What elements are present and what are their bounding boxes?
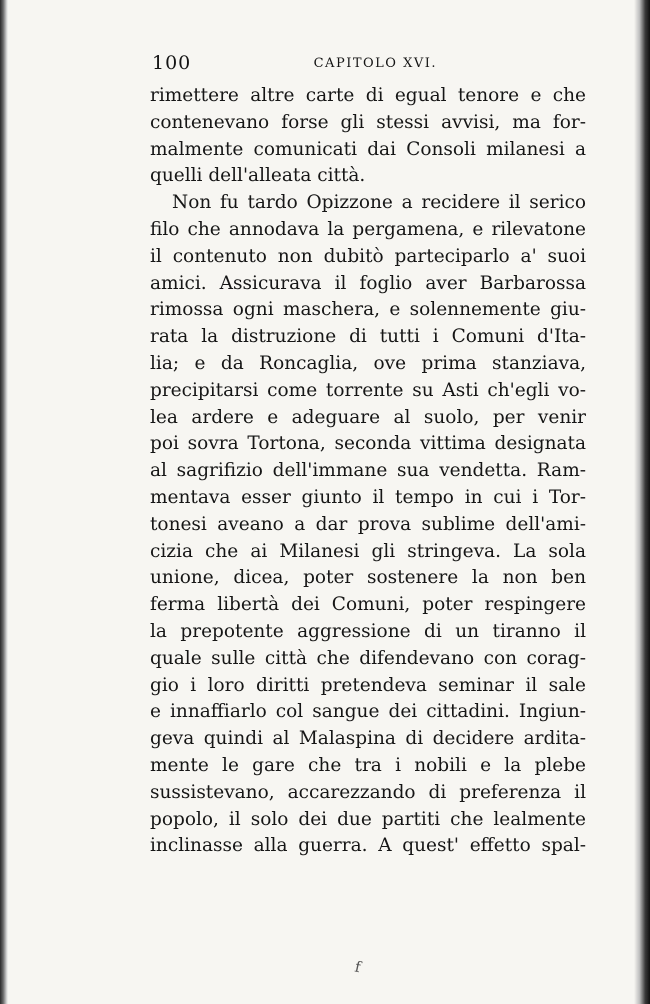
text-line: mentava esser giunto il tempo in cui i Tor- <box>150 486 586 508</box>
text-line: poi sovra Tortona, seconda vittima designata <box>150 433 586 455</box>
page-edge-left <box>0 0 8 1004</box>
text-line: Non fu tardo Opizzone a recidere il serico <box>172 192 586 214</box>
text-line: popolo, il solo dei due partiti che lealmente <box>150 808 586 830</box>
text-line: ferma libertà dei Comuni, poter respingere <box>150 594 586 616</box>
text-line: il contenuto non dubitò parteciparlo a' suoi <box>150 245 586 267</box>
text-line: contenevano forse gli stessi avvisi, ma for- <box>150 111 586 133</box>
text-line: lia; e da Roncaglia, ove prima stanziava, <box>150 352 586 374</box>
stray-ink-mark: f <box>353 957 363 977</box>
running-head <box>152 52 437 78</box>
text-line: al sagrifizio dell'immane sua vendetta. Ram- <box>150 460 586 482</box>
page-edge-right <box>634 0 650 1004</box>
text-line: mente le gare che tra i nobili e la plebe <box>150 754 586 776</box>
text-line: sussistevano, accarezzando di preferenza il <box>150 781 586 803</box>
text-line: cizia che ai Milanesi gli stringeva. La sola <box>150 540 586 562</box>
text-line: e innaffiarlo col sangue dei cittadini. Ingiun- <box>150 701 586 723</box>
page-number: 100 <box>152 52 192 74</box>
body-text <box>150 83 586 860</box>
text-line: quelli dell'alleata città. <box>150 165 366 187</box>
text-line: geva quindi al Malaspina di decidere ardita- <box>150 728 586 750</box>
text-line: amici. Assicurava il foglio aver Barbarossa <box>150 272 586 294</box>
text-line: unione, dicea, poter sostenere la non ben <box>150 567 586 589</box>
text-line: filo che annodava la pergamena, e rilevatone <box>150 218 586 240</box>
text-line: malmente comunicati dai Consoli milanesi a <box>150 138 586 160</box>
text-line: precipitarsi come torrente su Asti ch'egli vo- <box>150 379 586 401</box>
text-line: quale sulle città che difendevano con corag- <box>150 647 586 669</box>
text-line: gio i loro diritti pretendeva seminar il sale <box>150 674 586 696</box>
chapter-title: CAPITOLO XVI. <box>313 56 437 71</box>
text-line: tonesi aveano a dar prova sublime dell'ami- <box>150 513 586 535</box>
text-line: lea ardere e adeguare al suolo, per venir <box>150 406 586 428</box>
text-line: rimossa ogni maschera, e solennemente giu- <box>150 299 586 321</box>
text-line: inclinasse alla guerra. A quest' effetto spal- <box>150 835 586 857</box>
text-line: la prepotente aggressione di un tiranno il <box>150 620 586 642</box>
text-line: rata la distruzione di tutti i Comuni d'Ita- <box>150 326 586 348</box>
text-line: rimettere altre carte di egual tenore e che <box>150 85 586 106</box>
